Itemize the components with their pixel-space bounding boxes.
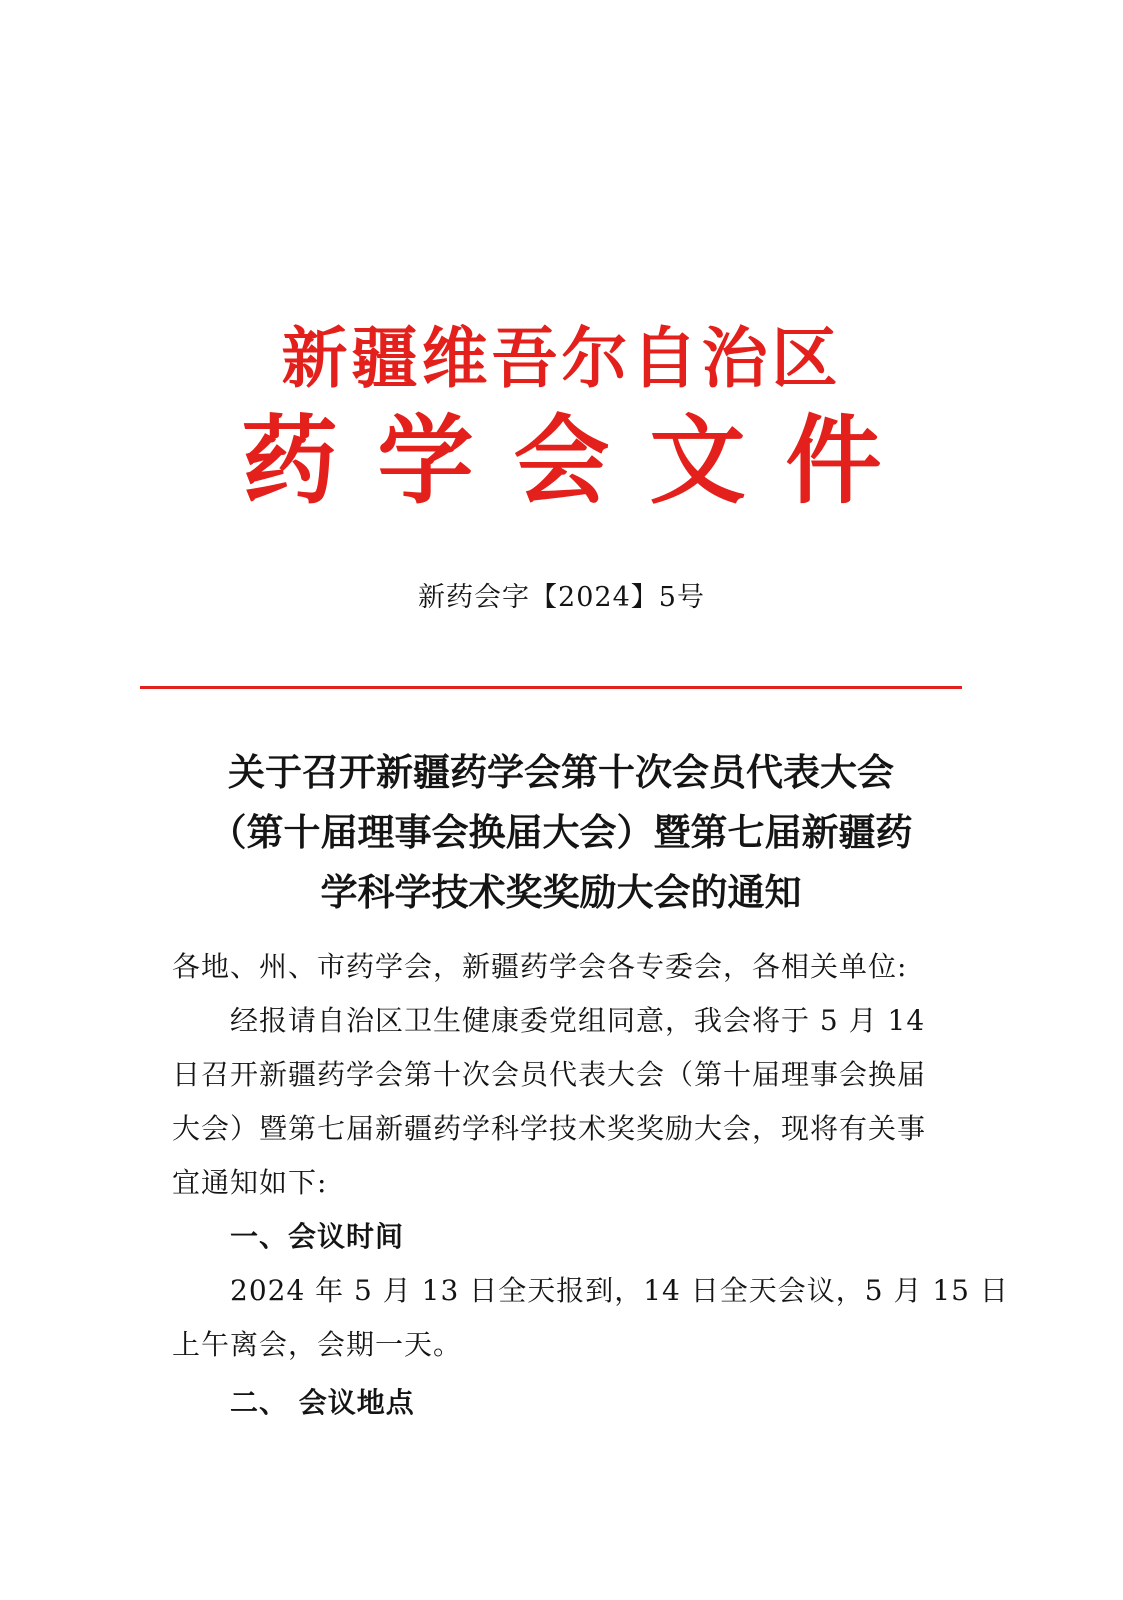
notice-title bbox=[150, 742, 972, 922]
title-line-1: 关于召开新疆药学会第十次会员代表大会 bbox=[228, 750, 894, 794]
document-number: 新药会字【2024】5号 bbox=[418, 582, 705, 613]
intro-line-4: 宜通知如下: bbox=[172, 1166, 328, 1199]
red-divider-line bbox=[140, 686, 962, 689]
title-line-3: 学科学技术奖奖励大会的通知 bbox=[320, 870, 802, 914]
intro-line-1: 经报请自治区卫生健康委党组同意，我会将于 5 月 14 bbox=[230, 1004, 926, 1037]
org-name-header: 新疆维吾尔自治区 bbox=[281, 319, 842, 397]
intro-line-3: 大会）暨第七届新疆药学科学技术奖奖励大会，现将有关事 bbox=[172, 1112, 927, 1145]
section-time-line-1: 2024 年 5 月 13 日全天报到，14 日全天会议，5 月 15 日 bbox=[230, 1274, 1009, 1307]
section-heading-time: 一、会议时间 bbox=[230, 1220, 405, 1253]
salutation: 各地、州、市药学会，新疆药学会各专委会，各相关单位: bbox=[172, 950, 908, 983]
notice-body bbox=[172, 940, 1009, 1430]
document-type-header: 药学会文件 bbox=[241, 404, 922, 517]
title-line-2: （第十届理事会换届大会）暨第七届新疆药 bbox=[209, 810, 913, 854]
section-heading-location: 二、 会议地点 bbox=[230, 1386, 415, 1419]
intro-line-2: 日召开新疆药学会第十次会员代表大会（第十届理事会换届 bbox=[172, 1058, 927, 1091]
section-time-line-2: 上午离会，会期一天。 bbox=[172, 1328, 463, 1361]
